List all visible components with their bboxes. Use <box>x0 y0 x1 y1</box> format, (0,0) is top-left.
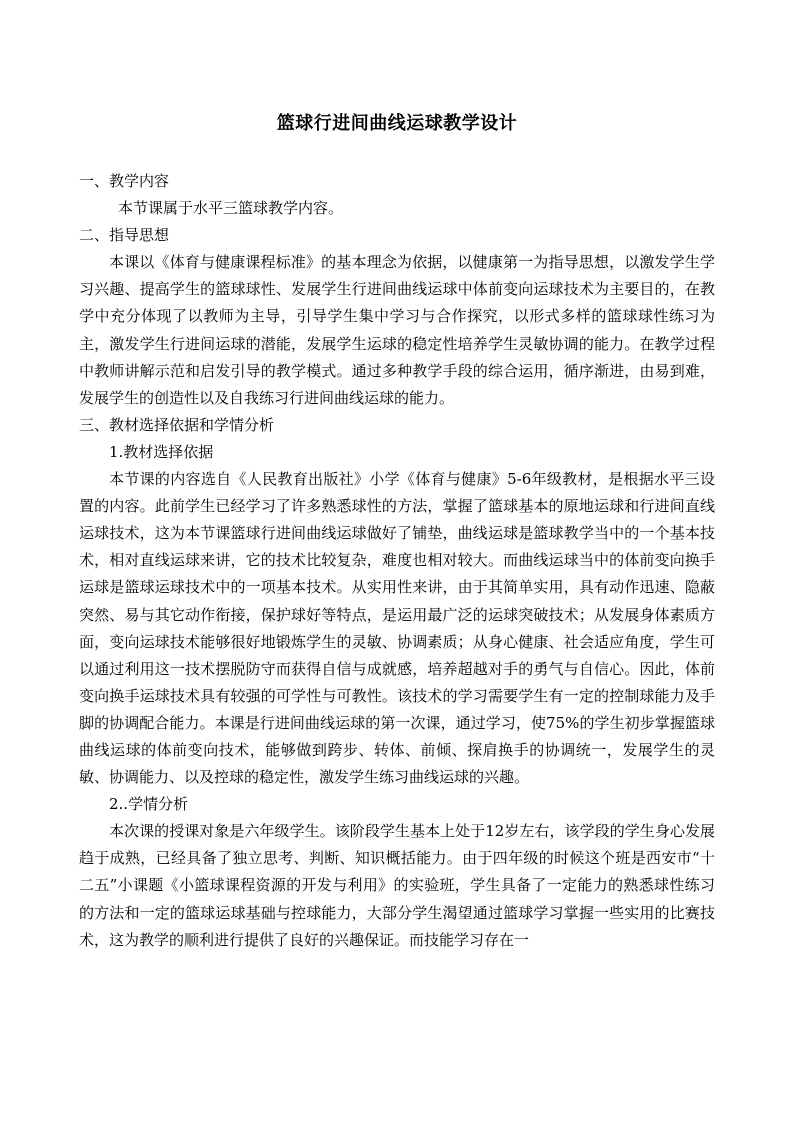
section-heading-guiding-ideology: 二、指导思想 <box>79 226 170 245</box>
section-heading-material-and-analysis: 三、教材选择依据和学情分析 <box>79 415 275 434</box>
paragraph-teaching-content: 本节课属于水平三篮球教学内容。 <box>118 199 344 218</box>
subsection-heading-material-basis: 1.教材选择依据 <box>109 442 214 461</box>
document-body <box>79 168 715 954</box>
paragraph-material-basis: 本节课的内容选自《人民教育出版社》小学《体育与健康》5-6年级教材，是根据水平三设置的内容。此前学生已经学习了许多熟悉球性的方法，掌握了篮球基本的原地运球和行进间直线运球技术，这为本节课篮球行进间曲线运球做好了铺垫，曲线运球是篮球教学当中的一个基本技术，相对直线运球来讲，它的技术比较复杂，难度也相对较大。而曲线运球当中的体前变向换手运球是篮球运球技术中的一项基本技术。从实用性来讲，由于其简单实用，具有动作迅速、隐蔽突然、易与其它动作衔接，保护球好等特点，是运用最广泛的运球突破技术；从发展身体素质方面，变向运球技术能够很好地锻炼学生的灵敏、协调素质；从身心健康、社会适应角度，学生可以通过利用这一技术摆脱防守而获得自信与成就感，培养超越对手的勇气与自信心。因此，体前变向换手运球技术具有较强的可学性与可教性。该技术的学习需要学生有一定的控制球能力及手脚的协调配合能力。本课是行进间曲线运球的第一次课，通过学习，使75%的学生初步掌握篮球曲线运球的体前变向技术，能够做到跨步、转体、前倾、探肩换手的协调统一，发展学生的灵敏、协调能力、以及控球的稳定性，激发学生练习曲线运球的兴趣。 <box>79 470 715 787</box>
paragraph-guiding-ideology: 本课以《体育与健康课程标准》的基本理念为依据，以健康第一为指导思想，以激发学生学习兴趣、提高学生的篮球球性、发展学生行进间曲线运球中体前变向运球技术为主要目的，在教学中充分体现了以教师为主导，引导学生集中学习与合作探究，以形式多样的篮球球性练习为主，激发学生行进间运球的潜能，发展学生运球的稳定性培养学生灵敏协调的能力。在教学过程中教师讲解示范和启发引导的教学模式。通过多种教学手段的综合运用，循序渐进，由易到难，发展学生的创造性以及自我练习行进间曲线运球的能力。 <box>79 253 715 407</box>
paragraph-student-analysis: 本次课的授课对象是六年级学生。该阶段学生基本上处于12岁左右，该学段的学生身心发展趋于成熟，已经具备了独立思考、判断、知识概括能力。由于四年级的时候这个班是西安市“十二五”小课题《小篮球课程资源的开发与利用》的实验班，学生具备了一定能力的熟悉球性练习的方法和一定的篮球运球基础与控球能力，大部分学生渴望通过篮球学习掌握一些实用的比赛技术，这为教学的顺利进行提供了良好的兴趣保证。而技能学习存在一 <box>79 822 715 949</box>
page-title: 篮球行进间曲线运球教学设计 <box>276 113 518 134</box>
subsection-heading-student-analysis: 2..学情分析 <box>109 795 189 814</box>
section-heading-teaching-content: 一、教学内容 <box>79 172 170 190</box>
